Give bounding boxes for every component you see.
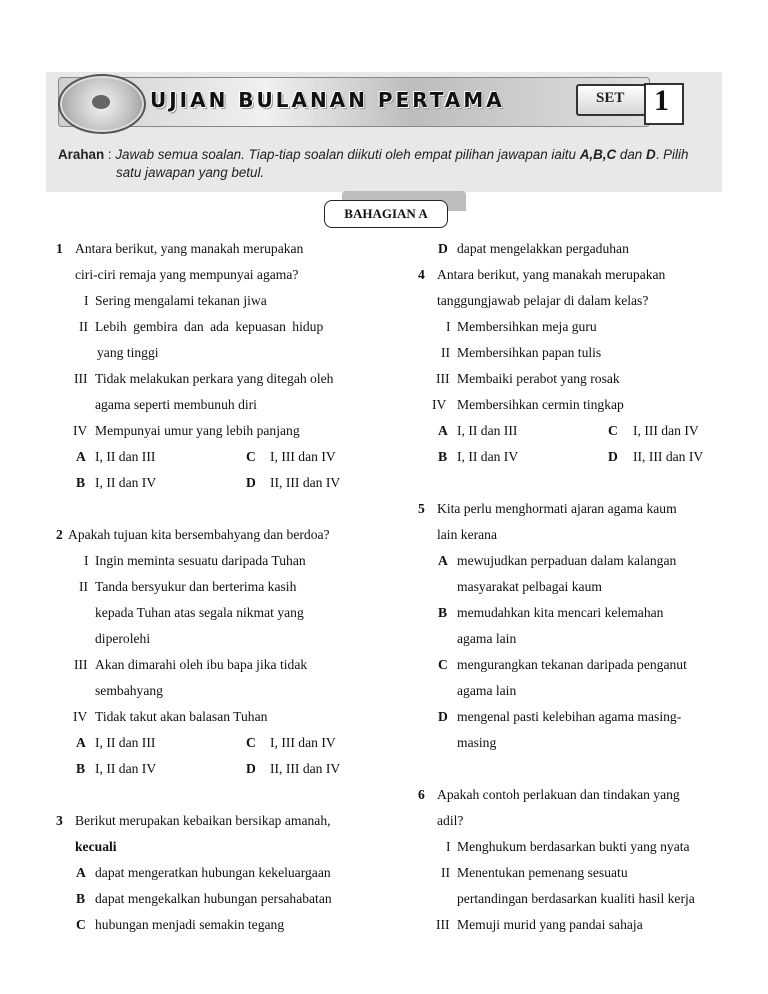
option-text: dapat mengelakkan pergaduhan (457, 241, 629, 256)
statement: Ingin meminta sesuatu daripada Tuhan (95, 553, 306, 568)
option-letter: D (438, 241, 448, 256)
statement: Memuji murid yang pandai sahaja (457, 917, 643, 932)
option-text-cont: agama lain (457, 683, 517, 698)
instructions-text: Jawab semua soalan. Tiap-tiap soalan diikuti oleh empat pilihan jawapan iaitu (115, 147, 576, 162)
option-text: I, II dan III (95, 449, 156, 464)
question-number: 5 (418, 501, 425, 516)
statement: Menentukan pemenang sesuatu (457, 865, 628, 880)
statement-cont: sembahyang (95, 683, 163, 698)
option-text: I, III dan IV (270, 735, 336, 750)
option-text: I, II dan IV (457, 449, 519, 464)
question-stem-emphasis: kecuali (75, 839, 117, 854)
roman-label: II (79, 319, 89, 334)
statement: Tidak takut akan balasan Tuhan (95, 709, 268, 724)
option-letter: D (246, 475, 256, 490)
option-text: I, II dan IV (95, 761, 157, 776)
statement-cont: kepada Tuhan atas segala nikmat yang (95, 605, 304, 620)
roman-label: III (436, 917, 450, 932)
statement-cont: agama seperti membunuh diri (95, 397, 257, 412)
option-letter: A (76, 449, 86, 464)
option-letter: B (438, 605, 448, 620)
roman-label: II (441, 345, 451, 360)
roman-label: I (84, 553, 89, 568)
question-number: 1 (56, 241, 63, 256)
set-number: 1 (654, 84, 669, 117)
roman-label: IV (73, 709, 88, 724)
option-text: II, III dan IV (270, 761, 341, 776)
statement: Tanda bersyukur dan berterima kasih (95, 579, 297, 594)
roman-label: I (84, 293, 89, 308)
question-stem: Antara berikut, yang manakah merupakan (75, 241, 304, 256)
option-letter: B (76, 475, 86, 490)
option-text-cont: agama lain (457, 631, 517, 646)
option-text-cont: masyarakat pelbagai kaum (457, 579, 602, 594)
option-text-cont: masing (457, 735, 497, 750)
option-letter: D (246, 761, 256, 776)
option-text: mengenal pasti kelebihan agama masing- (457, 709, 682, 724)
question-stem: Antara berikut, yang manakah merupakan (437, 267, 666, 282)
instructions-label: Arahan (58, 147, 105, 162)
instructions-line2: satu jawapan yang betul. (116, 165, 265, 180)
flower-center (92, 95, 110, 109)
question-stem: adil? (437, 813, 464, 828)
roman-label: III (436, 371, 450, 386)
roman-label: II (79, 579, 89, 594)
statement: Lebih gembira dan ada kepuasan hidup (95, 319, 324, 334)
roman-label: IV (73, 423, 88, 438)
question-stem: lain kerana (437, 527, 498, 542)
option-letter: C (246, 449, 256, 464)
roman-label: I (446, 839, 451, 854)
option-letter: C (76, 917, 86, 932)
option-letter: C (438, 657, 448, 672)
option-letter: A (76, 865, 86, 880)
statement-cont: diperolehi (95, 631, 151, 646)
instructions-text2: Pilih (663, 147, 689, 162)
roman-label: I (446, 319, 451, 334)
question-number: 6 (418, 787, 425, 802)
statement-cont: yang tinggi (97, 345, 159, 360)
question-number: 3 (56, 813, 63, 828)
instructions-dan: dan (619, 147, 643, 162)
option-letter: B (76, 891, 86, 906)
option-letter: D (608, 449, 618, 464)
statement: Akan dimarahi oleh ibu bapa jika tidak (95, 657, 308, 672)
option-text: I, II dan IV (95, 475, 157, 490)
roman-label: IV (432, 397, 447, 412)
question-stem: Apakah contoh perlakuan dan tindakan yang (437, 787, 680, 802)
instructions-last-option: D (645, 147, 656, 162)
question-stem: Berikut merupakan kebaikan bersikap amanah, (75, 813, 331, 828)
statement: Menghukum berdasarkan bukti yang nyata (457, 839, 690, 854)
instructions-options: A,B,C (579, 147, 617, 162)
roman-label: III (74, 371, 88, 386)
option-text: dapat mengeratkan hubungan kekeluargaan (95, 865, 331, 880)
set-label: SET (596, 90, 625, 106)
roman-label: III (74, 657, 88, 672)
statement: Membersihkan papan tulis (457, 345, 602, 360)
question-number: 2 (56, 527, 63, 542)
option-text: I, II dan III (95, 735, 156, 750)
option-text: hubungan menjadi semakin tegang (95, 917, 285, 932)
question-stem: Kita perlu menghormati ajaran agama kaum (437, 501, 677, 516)
question-stem: Apakah tujuan kita bersembahyang dan berdoa? (68, 527, 330, 542)
statement: Mempunyai umur yang lebih panjang (95, 423, 300, 438)
statement-cont: pertandingan berdasarkan kualiti hasil kerja (457, 891, 695, 906)
option-letter: A (438, 423, 448, 438)
option-text: dapat mengekalkan hubungan persahabatan (95, 891, 332, 906)
instructions: Arahan : Jawab semua soalan. Tiap-tiap soalan diikuti oleh empat pilihan jawapan iaitu A,B,C dan D. Pilih satu jawapan yang betul. (58, 147, 689, 180)
question-number: 4 (418, 267, 425, 282)
statement: Tidak melakukan perkara yang ditegah oleh (95, 371, 334, 386)
option-text: II, III dan IV (633, 449, 704, 464)
option-letter: C (608, 423, 618, 438)
section-heading: BAHAGIAN A (324, 200, 448, 228)
option-text: mewujudkan perpaduan dalam kalangan (457, 553, 677, 568)
statement: Membaiki perabot yang rosak (457, 371, 620, 386)
statement: Sering mengalami tekanan jiwa (95, 293, 267, 308)
roman-label: II (441, 865, 451, 880)
option-letter: B (438, 449, 448, 464)
option-text: I, III dan IV (270, 449, 336, 464)
statement: Membersihkan meja guru (457, 319, 597, 334)
option-letter: A (76, 735, 86, 750)
option-letter: A (438, 553, 448, 568)
option-text: memudahkan kita mencari kelemahan (457, 605, 664, 620)
option-text: II, III dan IV (270, 475, 341, 490)
option-letter: D (438, 709, 448, 724)
option-letter: B (76, 761, 86, 776)
exam-title: UJIAN BULANAN PERTAMA (150, 88, 505, 112)
question-stem: tanggungjawab pelajar di dalam kelas? (437, 293, 649, 308)
option-text: mengurangkan tekanan daripada penganut (457, 657, 687, 672)
question-stem: ciri-ciri remaja yang mempunyai agama? (75, 267, 299, 282)
option-text: I, III dan IV (633, 423, 699, 438)
statement: Membersihkan cermin tingkap (457, 397, 624, 412)
option-letter: C (246, 735, 256, 750)
option-text: I, II dan III (457, 423, 518, 438)
